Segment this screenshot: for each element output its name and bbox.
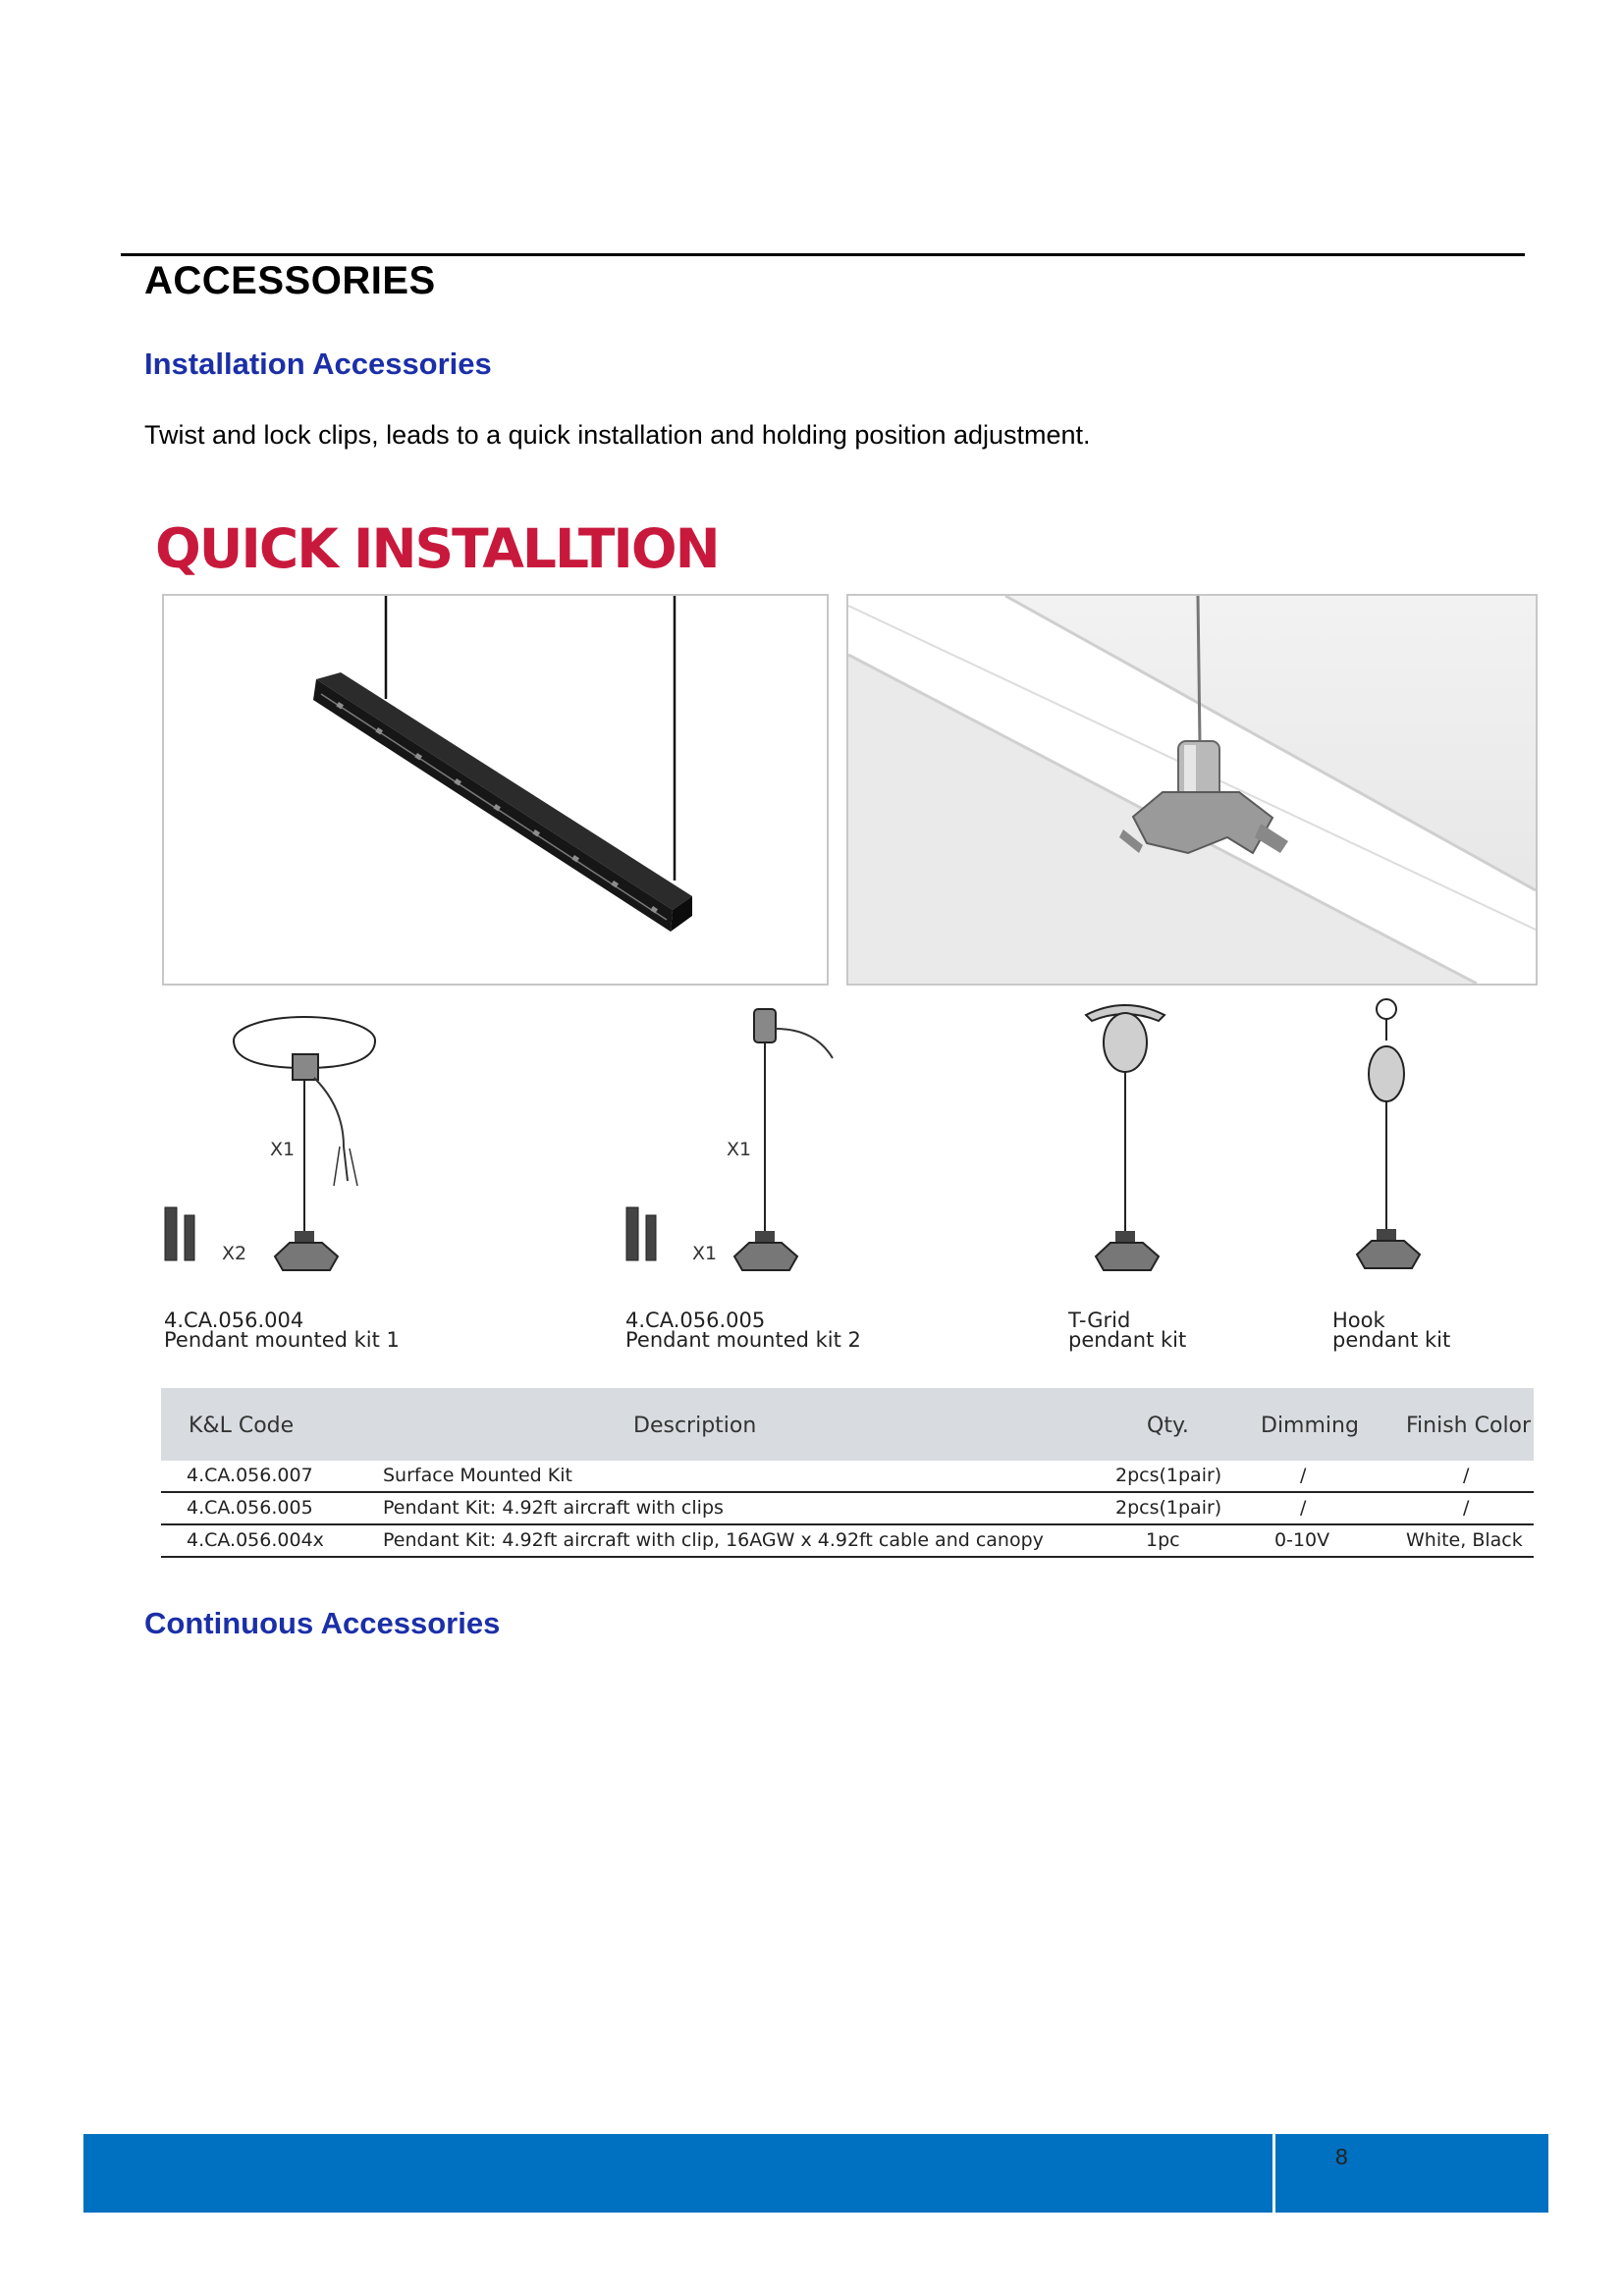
header-description: Description: [633, 1414, 757, 1438]
table-row: [161, 1493, 1534, 1525]
row-dimming: 0-10V: [1274, 1529, 1330, 1551]
row-qty: 2pcs(1pair): [1115, 1465, 1222, 1486]
row-qty: 2pcs(1pair): [1115, 1497, 1222, 1519]
table-row: [161, 1461, 1534, 1493]
kit-2-cable-qty: X1: [727, 1139, 752, 1160]
row-description: Pendant Kit: 4.92ft aircraft with clip, 16AGW x 4.92ft cable and canopy: [383, 1529, 1044, 1551]
t-grid-kit-line1: T-Grid: [1068, 1308, 1131, 1332]
row-code: 4.CA.056.007: [187, 1465, 313, 1486]
row-dimming: /: [1300, 1497, 1307, 1519]
page-title: ACCESSORIES: [144, 259, 436, 302]
intro-paragraph: Twist and lock clips, leads to a quick installation and holding position adjustment.: [144, 420, 1091, 450]
row-finish: /: [1463, 1497, 1470, 1519]
kit-2-code: 4.CA.056.005: [625, 1308, 766, 1332]
header-qty: Qty.: [1147, 1414, 1189, 1438]
row-finish: White, Black: [1406, 1529, 1523, 1551]
quick-installation-banner: QUICK INSTALLTION: [155, 517, 719, 580]
pendant-luminaire-illustration: [164, 596, 827, 984]
kit-1-label: [164, 1310, 400, 1350]
hook-kit-drawing: [1335, 982, 1443, 1276]
row-finish: /: [1463, 1465, 1470, 1486]
t-grid-kit-line2: pendant kit: [1068, 1328, 1187, 1352]
header-finish: Finish Color: [1406, 1414, 1532, 1438]
footer-bar: [83, 2134, 1548, 2213]
row-code: 4.CA.056.004x: [187, 1529, 324, 1551]
top-rule: [121, 253, 1525, 256]
kit-2-screw-qty: X1: [692, 1243, 718, 1264]
accessories-table: [161, 1388, 1534, 1558]
hook-kit-label: [1332, 1310, 1450, 1350]
row-dimming: /: [1300, 1465, 1307, 1486]
t-grid-kit-label: [1068, 1310, 1186, 1350]
header-dimming: Dimming: [1261, 1414, 1359, 1438]
t-grid-kit-drawing: [1070, 991, 1188, 1276]
page-number: 8: [1335, 2144, 1348, 2169]
table-header: [161, 1388, 1534, 1461]
continuous-accessories-heading: Continuous Accessories: [144, 1606, 501, 1640]
row-description: Surface Mounted Kit: [383, 1465, 572, 1486]
footer-divider: [1272, 2134, 1275, 2213]
kit-1-cable-qty: X1: [270, 1139, 296, 1160]
row-code: 4.CA.056.005: [187, 1497, 313, 1519]
kit-1-code: 4.CA.056.004: [164, 1308, 304, 1332]
kit-2-label: [625, 1310, 861, 1350]
clip-detail-illustration: [848, 596, 1536, 984]
table-row: [161, 1525, 1534, 1558]
kit-1-name: Pendant mounted kit 1: [164, 1328, 400, 1352]
hook-kit-line2: pendant kit: [1332, 1328, 1451, 1352]
kit-2-name: Pendant mounted kit 2: [625, 1328, 861, 1352]
row-description: Pendant Kit: 4.92ft aircraft with clips: [383, 1497, 724, 1519]
installation-accessories-heading: Installation Accessories: [144, 347, 492, 381]
row-qty: 1pc: [1146, 1529, 1180, 1551]
kit-1-screw-qty: X2: [222, 1243, 247, 1264]
header-code: K&L Code: [189, 1414, 295, 1438]
clip-detail-photo: [846, 594, 1538, 986]
hook-kit-line1: Hook: [1332, 1308, 1385, 1332]
pendant-luminaire-photo: [162, 594, 829, 986]
